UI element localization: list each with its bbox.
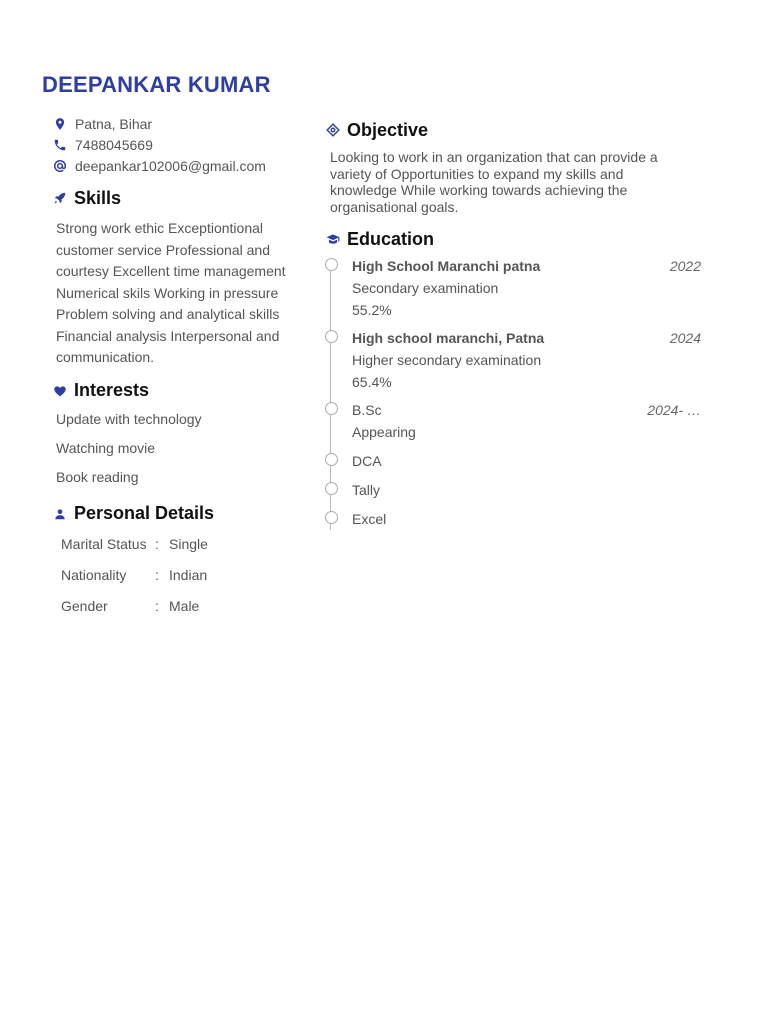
education-title: Excel (352, 511, 387, 527)
timeline-dot (325, 258, 338, 271)
timeline-dot (325, 453, 338, 466)
crosshair-icon (325, 122, 341, 138)
timeline-dot (325, 511, 338, 524)
rocket-icon (52, 190, 68, 206)
personal-details-heading (52, 502, 302, 526)
education-heading (325, 227, 705, 251)
email-text: deepankar102006@gmail.com (75, 157, 266, 174)
location-pin-icon (52, 116, 68, 132)
education-title: High School Maranchi patna (352, 258, 541, 274)
pd-separator: : (155, 597, 159, 614)
pd-label: Gender (61, 597, 108, 614)
education-item (325, 511, 705, 540)
education-item (325, 453, 705, 482)
education-title: Tally (352, 482, 381, 498)
education-score: 55.2% (352, 302, 392, 318)
education-title: DCA (352, 453, 382, 469)
contact-location (52, 113, 302, 134)
personal-row-nationality (61, 567, 302, 598)
personal-details-heading-text: Personal Details (74, 503, 215, 523)
candidate-name: DEEPANKAR KUMAR (42, 72, 271, 97)
pd-value: Indian (169, 566, 208, 583)
education-timeline (325, 258, 705, 540)
timeline-dot (325, 330, 338, 343)
education-detail: Appearing (352, 424, 416, 440)
education-detail: Higher secondary examination (352, 352, 542, 368)
personal-details-table (61, 536, 302, 629)
person-icon (52, 506, 68, 522)
pd-value: Single (169, 535, 208, 552)
list-item: Book reading (56, 468, 139, 485)
education-year: 2024 (669, 330, 701, 346)
list-item: Watching movie (56, 439, 156, 456)
skills-text: Strong work ethic Exceptiontional customer service Professional and courtesy Excellent time management Numerical skils Working in pressure Problem solving and analytical skills Financial analysis Interpersonal and communication. (56, 220, 286, 365)
interests-heading-text: Interests (74, 380, 150, 400)
list-item: Update with technology (56, 410, 202, 427)
objective-heading-text: Objective (347, 119, 429, 140)
education-detail: Secondary examination (352, 280, 499, 296)
contact-phone (52, 134, 302, 155)
pd-label: Marital Status (61, 535, 147, 552)
timeline-dot (325, 402, 338, 415)
at-sign-icon (52, 158, 68, 174)
education-score: 65.4% (352, 374, 392, 390)
personal-row-gender (61, 598, 302, 629)
pd-value: Male (169, 597, 200, 614)
location-text: Patna, Bihar (75, 115, 153, 132)
objective-heading (325, 118, 705, 142)
education-year: 2024- … (647, 402, 701, 418)
education-heading-text: Education (347, 228, 435, 249)
skills-heading-text: Skills (74, 187, 122, 208)
skills-heading (52, 186, 302, 210)
interests-list (56, 411, 302, 498)
interests-heading (52, 379, 302, 403)
pd-label: Nationality (61, 566, 127, 583)
pd-separator: : (155, 535, 159, 552)
objective-text: Looking to work in an organization that can provide a variety of Opportunities to expand my skills and knowledge While working towards achieving the organisational goals. (330, 149, 658, 215)
education-item (325, 258, 705, 324)
timeline-dot (325, 482, 338, 495)
education-item (325, 482, 705, 511)
phone-icon (52, 137, 68, 153)
contact-email (52, 155, 302, 176)
phone-text: 7488045669 (75, 136, 153, 153)
left-column (52, 113, 302, 629)
education-title: B.Sc (352, 402, 382, 418)
right-column (325, 118, 705, 540)
education-year: 2022 (669, 258, 701, 274)
graduation-cap-icon (325, 231, 341, 247)
heart-icon (52, 383, 68, 399)
education-title: High school maranchi, Patna (352, 330, 545, 346)
education-item (325, 402, 705, 446)
pd-separator: : (155, 566, 159, 583)
education-item (325, 330, 705, 396)
personal-row-marital-status (61, 536, 302, 567)
